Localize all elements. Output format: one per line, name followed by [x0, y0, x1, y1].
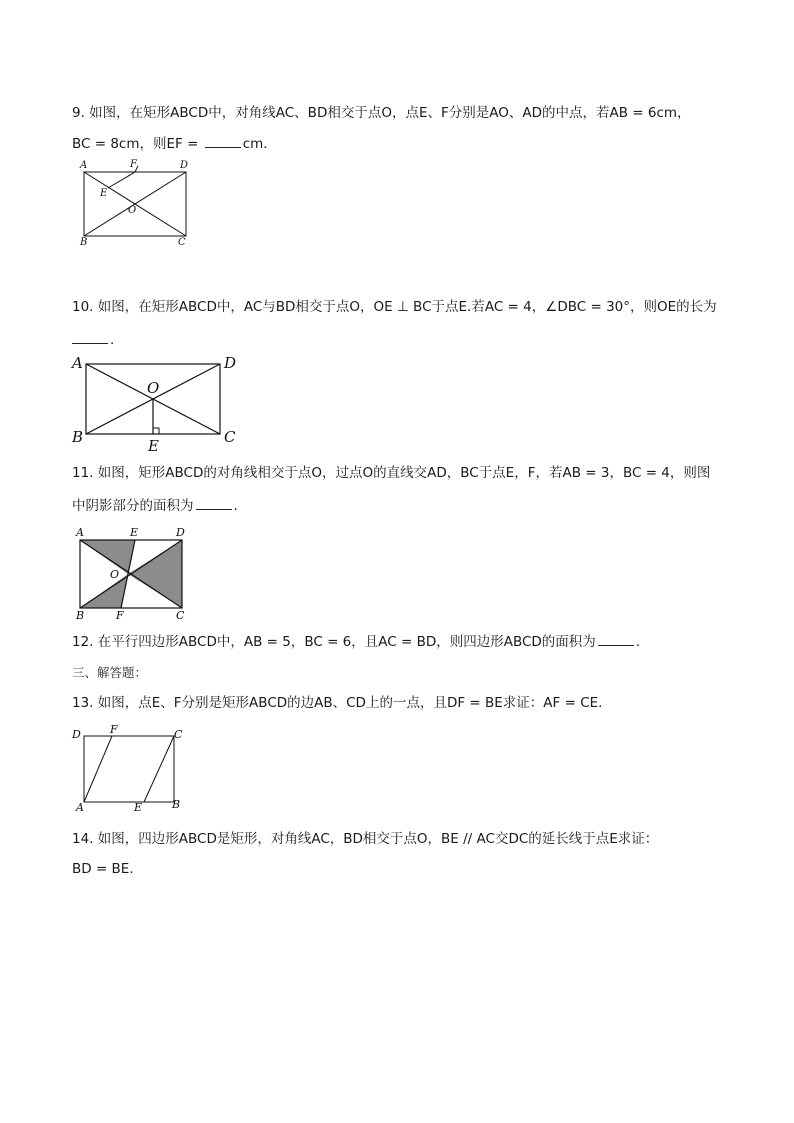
q10-figure: [70, 350, 245, 454]
q12-answer-blank[interactable]: [598, 632, 634, 646]
q9-label-e: E: [100, 188, 108, 199]
q11-shade-right: [128, 540, 182, 608]
q11-label-f: F: [116, 609, 124, 622]
q10-label-a: A: [72, 354, 83, 372]
q9-figure: [76, 158, 196, 248]
q13-label-c: C: [174, 728, 183, 741]
q9-label-o: O: [128, 205, 137, 216]
q10-line2-part-b: .: [110, 332, 115, 348]
q9-label-d: D: [180, 160, 189, 171]
q13-label-a: A: [76, 801, 84, 812]
q13-label-f: F: [110, 723, 118, 736]
q10-label-o: O: [147, 379, 160, 397]
q9-answer-blank[interactable]: [205, 134, 241, 148]
q9-label-f: F: [130, 159, 137, 170]
q12-part-b: .: [635, 634, 641, 650]
q11-line2-part-b: .: [233, 498, 238, 514]
q11-label-d: D: [176, 526, 185, 539]
q13-text-line1: 13. 如图，点E、F分别是矩形ABCD的边AB、CD上的一点，且DF = BE求证：AF = CE.: [72, 695, 603, 711]
q11-label-e: E: [130, 526, 139, 539]
q10-answer-blank[interactable]: [72, 330, 108, 344]
q10-label-c: C: [224, 428, 236, 446]
q11-answer-blank[interactable]: [196, 496, 232, 510]
q9-text-line2: [72, 134, 268, 153]
q11-text-line2: [72, 496, 238, 515]
q11-line2-part-a: 中阴影部分的面积为: [72, 498, 194, 514]
section-three-heading: 三、解答题：: [72, 665, 148, 680]
q9-line2-part-b: cm.: [242, 136, 268, 152]
q14-text-line1: 14. 如图，四边形ABCD是矩形，对角线AC，BD相交于点O，BE // AC交DC的延长线于点E求证：: [72, 831, 659, 847]
q9-label-c: C: [178, 237, 186, 248]
q11-label-a: A: [76, 526, 84, 539]
q13-label-e: E: [134, 801, 143, 812]
q11-text-line1: 11. 如图，矩形ABCD的对角线相交于点O，过点O的直线交AD，BC于点E，F，若AB = 3，BC = 4，则图: [72, 465, 711, 481]
q13-segment-af: [84, 736, 112, 802]
q13-segment-ce: [144, 736, 174, 802]
q10-text-line1: 10. 如图，在矩形ABCD中，AC与BD相交于点O，OE ⊥ BC于点E.若AC = 4，∠DBC = 30°，则OE的长为: [72, 299, 717, 315]
q11-label-c: C: [176, 609, 185, 622]
q9-label-b: B: [80, 237, 88, 248]
q10-label-d: D: [224, 354, 237, 372]
q10-text-line2: [72, 330, 114, 349]
q11-label-b: B: [76, 609, 85, 622]
q10-right-angle-mark: [153, 428, 159, 434]
q11-label-o: O: [110, 568, 120, 581]
q12-text: [72, 632, 640, 651]
q10-label-b: B: [72, 428, 84, 446]
q9-line2-part-a: BC = 8cm，则EF =: [72, 136, 203, 152]
q10-label-e: E: [148, 437, 159, 454]
q9-label-a: A: [80, 160, 88, 171]
q13-figure: [70, 722, 190, 812]
q13-label-b: B: [172, 798, 181, 811]
q9-segment-ef: [108, 172, 135, 188]
q13-label-d: D: [72, 728, 81, 741]
q14-text-line2: BD = BE.: [72, 861, 134, 877]
q12-part-a: 12. 在平行四边形ABCD中，AB = 5，BC = 6，且AC = BD，则四边形ABCD的面积为: [72, 634, 596, 650]
q9-text-line1: 9. 如图，在矩形ABCD中，对角线AC、BD相交于点O，点E、F分别是AO、AD的中点，若AB = 6cm，: [72, 105, 691, 121]
q11-figure: [72, 524, 192, 624]
